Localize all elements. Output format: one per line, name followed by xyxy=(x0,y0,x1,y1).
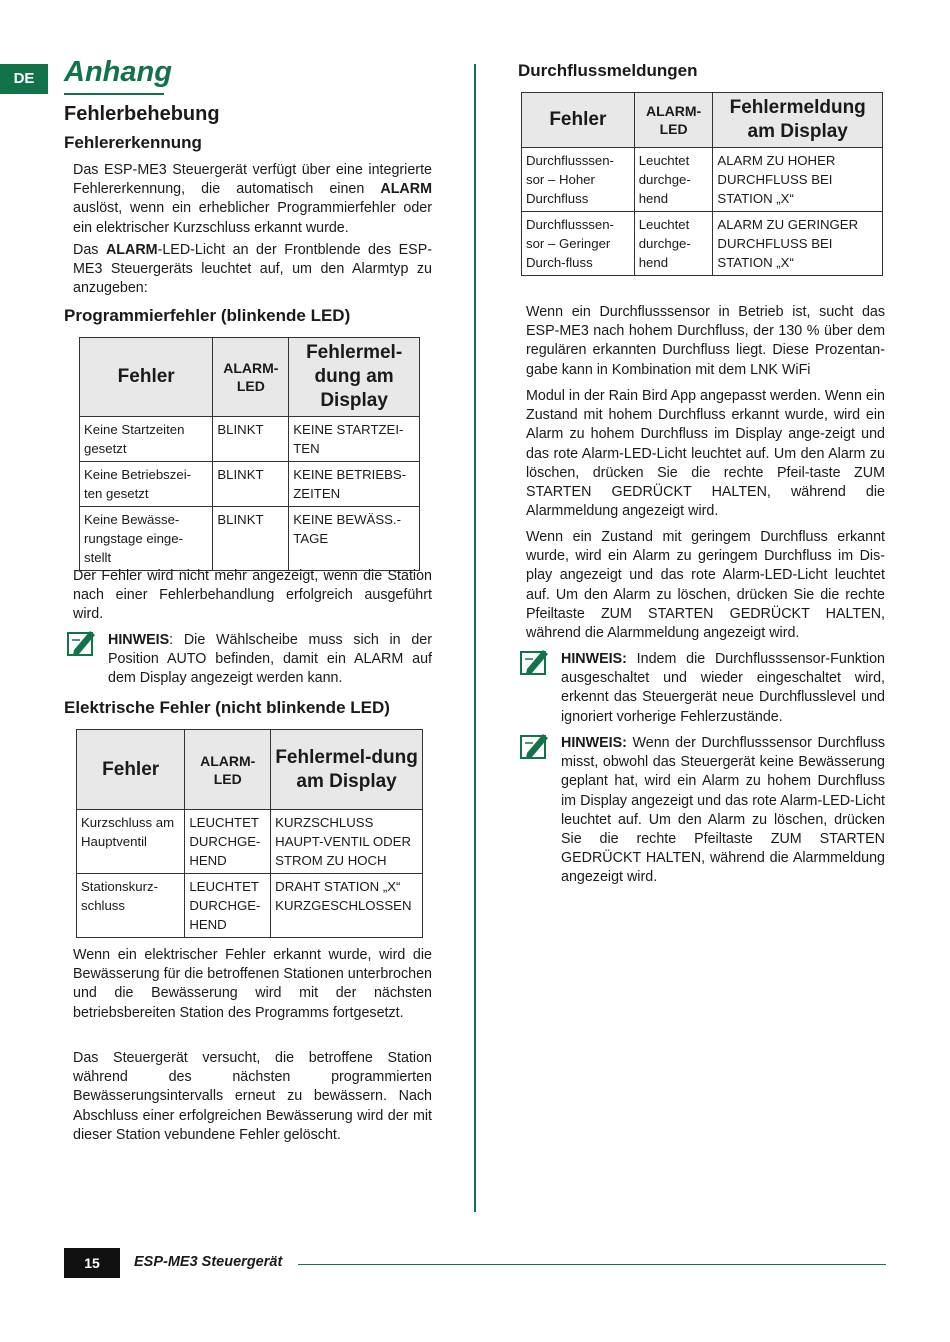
table-cell: Stationskurz-schluss xyxy=(77,874,185,938)
column-divider xyxy=(474,64,476,1212)
flow-paragraph-1: Wenn ein Durchflusssensor in Betrieb ist, sucht das ESP-ME3 nach hohem Durchfluss, der 130 % über dem regulären erkannten Durchfluss liegt. Diese Prozentan-gabe kann in Kombination mit dem LNK WiFi xyxy=(526,304,885,378)
programming-errors-table xyxy=(79,337,420,571)
table-cell: LEUCHTET DURCHGE-HEND xyxy=(185,874,271,938)
table-cell: Leuchtet durchge-hend xyxy=(634,212,713,276)
footer-rule xyxy=(298,1264,886,1265)
chapter-underline xyxy=(64,93,164,95)
note-pencil-icon xyxy=(519,729,553,761)
table-row xyxy=(522,148,883,212)
table-cell: Durchflusssen-sor – Hoher Durchfluss xyxy=(522,148,635,212)
table-header: Fehlermeldung am Display xyxy=(713,93,883,148)
flow-paragraph-3: Wenn ein Zustand mit geringem Durchfluss erkannt wurde, wird ein Alarm zu geringem Durchfluss im Dis-play angezeigt und das rote Alarm-LED-Licht leuchtet auf. Um den Alarm zu löschen, drücken Sie die rechte Pfeiltaste ZUM STARTEN GEDRÜCKT HALTEN, während die Alarmmeldung angezeigt wird. xyxy=(526,529,885,642)
table-row xyxy=(80,417,420,462)
table-cell: KEINE BETRIEBS-ZEITEN xyxy=(289,462,420,507)
table-cell: Keine Bewässe-rungstage einge-stellt xyxy=(80,507,213,571)
note-pencil-icon xyxy=(519,645,553,677)
note-2: HINWEIS: Indem die Durchflusssensor-Funktion ausgeschaltet und wieder eingeschaltet wird, erkennt das Steuergerät neue Durchflusslevel und ignoriert vorherige Fehlerzustände. xyxy=(561,651,885,725)
programming-errors-title: Programmierfehler (blinkende LED) xyxy=(64,306,351,325)
table-header: ALARM-LED xyxy=(185,730,271,810)
electrical-errors-title: Elektrische Fehler (nicht blinkende LED) xyxy=(64,698,390,717)
table-cell: LEUCHTET DURCHGE-HEND xyxy=(185,810,271,874)
table-cell: ALARM ZU HOHER DURCHFLUSS BEI STATION „X“ xyxy=(713,148,883,212)
table-cell: Keine Betriebszei-ten gesetzt xyxy=(80,462,213,507)
language-tab: DE xyxy=(0,64,48,94)
table-cell: Leuchtet durchge-hend xyxy=(634,148,713,212)
table-row xyxy=(80,507,420,571)
intro-paragraph-1: Das ESP-ME3 Steuergerät verfügt über eine integrierte Fehlererkennung, die automatisch einen ALARM auslöst, wenn ein erheblicher Programmierfehler oder ein elektrischer Kurzschluss erkannt wurde. xyxy=(73,162,432,236)
electrical-errors-table xyxy=(76,729,423,938)
note-3: HINWEIS: Wenn der Durchflusssensor Durchfluss misst, obwohl das Steuergerät keine Bewässerung geplant hat, wird ein Alarm zu hohem Durchfluss im Display angezeigt und das rote Alarm-LED-Licht leuchtet auf. Um den Alarm zu löschen, drücken Sie die rechte Pfeiltaste ZUM STARTEN GEDRÜCKT HALTEN, während die Alarmmeldung angezeigt wird. xyxy=(561,735,885,886)
section-title: Fehlerbehebung xyxy=(64,103,220,125)
table-cell: Keine Startzeiten gesetzt xyxy=(80,417,213,462)
chapter-title: Anhang xyxy=(64,56,172,88)
flow-paragraph-2: Modul in der Rain Bird App angepasst werden. Wenn ein Zustand mit hohem Durchfluss erkannt wurde, wird ein Alarm zu hohem Durchfluss im Display ange-zeigt und das rote Alarm-LED-Licht leuchtet auf. Um den Alarm zu löschen, drücken Sie die rechte Pfeil-taste ZUM STARTEN GEDRÜCKT HALTEN, während die Alarmmeldung angezeigt wird. xyxy=(526,388,885,520)
table-cell: Kurzschluss am Hauptventil xyxy=(77,810,185,874)
table-header: Fehlermel-dung am Display xyxy=(271,730,423,810)
after-electrical-paragraph-1: Wenn ein elektrischer Fehler erkannt wurde, wird die Bewässerung für die betroffenen Stationen unterbrochen und die Bewässerung wird mit der nächsten betriebsbereiten Station des Programms fortgesetzt. xyxy=(73,947,432,1021)
table-cell: BLINKT xyxy=(213,462,289,507)
table-header: Fehler xyxy=(77,730,185,810)
table-row xyxy=(77,810,423,874)
table-cell: KURZSCHLUSS HAUPT-VENTIL ODER STROM ZU HOCH xyxy=(271,810,423,874)
table-cell: Durchflusssen-sor – Geringer Durch-fluss xyxy=(522,212,635,276)
after-programming-paragraph: Der Fehler wird nicht mehr angezeigt, wenn die Station nach einer Fehlerbehandlung erfolgreich ausgeführt wird. xyxy=(73,568,432,623)
table-row xyxy=(522,212,883,276)
table-header: Fehler xyxy=(522,93,635,148)
footer-title: ESP-ME3 Steuergerät xyxy=(134,1254,283,1270)
table-row xyxy=(80,462,420,507)
intro-paragraph-2: Das ALARM-LED-Licht an der Frontblende des ESP-ME3 Steuergeräts leuchtet auf, um den Alarmtyp zu anzugeben: xyxy=(73,242,432,297)
page-number: 15 xyxy=(64,1248,120,1278)
table-header: ALARM-LED xyxy=(634,93,713,148)
table-cell: BLINKT xyxy=(213,417,289,462)
note-pencil-icon xyxy=(66,626,100,658)
table-header: Fehler xyxy=(80,338,213,417)
table-cell: KEINE STARTZEI-TEN xyxy=(289,417,420,462)
table-cell: BLINKT xyxy=(213,507,289,571)
subsection-title: Fehlererkennung xyxy=(64,133,202,152)
flow-messages-table xyxy=(521,92,883,276)
note-1: HINWEIS: Die Wählscheibe muss sich in der Position AUTO befinden, damit ein ALARM auf dem Display angezeigt werden kann. xyxy=(108,632,432,687)
flow-messages-title: Durchflussmeldungen xyxy=(518,61,698,80)
table-cell: ALARM ZU GERINGER DURCHFLUSS BEI STATION „X“ xyxy=(713,212,883,276)
table-header: Fehlermel-dung am Display xyxy=(289,338,420,417)
table-cell: KEINE BEWÄSS.-TAGE xyxy=(289,507,420,571)
table-cell: DRAHT STATION „X“ KURZGESCHLOSSEN xyxy=(271,874,423,938)
table-row xyxy=(77,874,423,938)
after-electrical-paragraph-2: Das Steuergerät versucht, die betroffene Station während des nächsten programmierten Bewässerungsintervalls erneut zu bewässern. Nach Abschluss einer erfolgreichen Bewässerung wird der mit dieser Station vebundene Fehler gelöscht. xyxy=(73,1050,432,1143)
table-header: ALARM-LED xyxy=(213,338,289,417)
